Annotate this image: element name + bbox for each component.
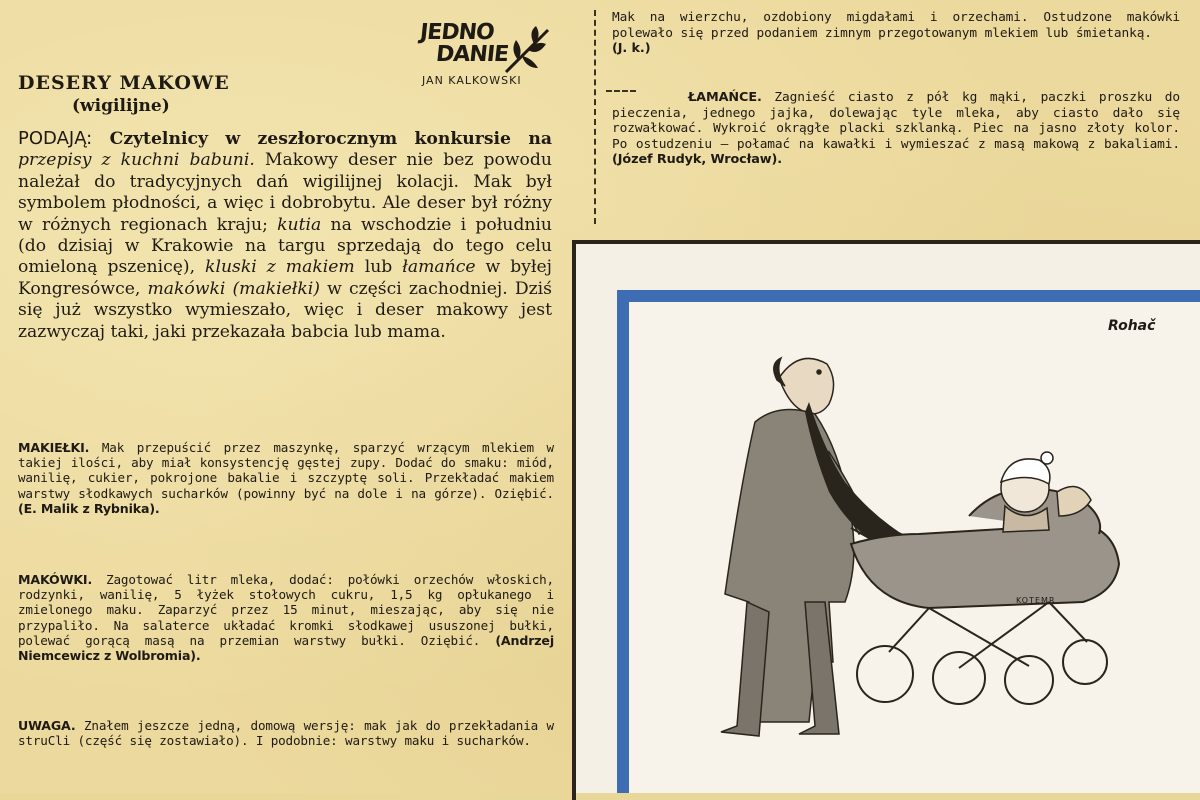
lead-text-4: lub — [354, 257, 403, 278]
lead-em-1: przepisy z kuchni babuni. — [18, 150, 255, 171]
horizontal-rule — [572, 240, 1200, 244]
lead-text-6: w części zachodniej. Dziś się już wszystko wymieszało, więc i deser makowy jest zazwyczaj taki, jaki przekazała babcia lub mama. — [18, 278, 552, 342]
recipe-body: Znałem jeszcze jedną, domową wersję: mak jak do przekładania w struCli (część się zostawiało). I podobnie: warstwy maku i sucharków. — [18, 718, 554, 749]
recipe-name: MAKIEŁKI. — [18, 440, 90, 455]
lead-em-4: łamańce — [402, 257, 476, 278]
continuation-text: Mak na wierzchu, ozdobiony migdałami i orzechami. Ostudzone makówki polewało się przed podaniem zimnym przegotowanym mlekiem lub śmietanką. — [612, 10, 1180, 41]
recipe-lamance — [612, 90, 1180, 168]
recipe-makowki — [18, 572, 554, 663]
lead-em-5: makówki (makiełki) — [147, 278, 321, 299]
cartoon-illustration — [629, 302, 1200, 793]
recipe-body: Zagnieść ciasto z pół kg mąki, paczki proszku do pieczenia, jednego jajka, dolewając tyle mleka, aby ciasto dało się rozwałkować. Wykroić okrągłe placki szklanką. Piec na jasno złoty kolor. Po ostudzeniu — połamać na kawałki i wymieszać z masą makową z bakaliami. — [612, 90, 1180, 152]
recipe-credit: (Andrzej Niemcewicz z Wolbromia). — [18, 632, 554, 664]
recipe-name: MAKÓWKI. — [18, 572, 93, 587]
recipe-body: Zagotować litr mleka, dodać: połówki orzechów włoskich, rodzynki, wanilię, 5 łyżek stołowych cukru, 1,5 kg opłukanego i zmielonego maku. Zaparzyć przez 15 minut, mieszając, aby się nie przypaliło. Na salaterce układać kromki słodkawej ususzonej bułki, polewać gorącą masą na przemian warstwy bułki. Oziębić. — [18, 572, 554, 648]
herb-sprig-icon — [500, 24, 556, 76]
lead-em-2: kutia — [277, 214, 322, 235]
recipe-uwaga — [18, 718, 554, 748]
logo-word-1: JEDNO — [418, 20, 495, 45]
continuation-paragraph — [612, 10, 1180, 57]
pram-figure — [851, 488, 1119, 704]
logo-word-2: DANIE — [434, 42, 510, 67]
article-subtitle: (wigilijne) — [72, 96, 170, 116]
recipe-credit: (Józef Rudyk, Wrocław). — [612, 152, 783, 168]
lead-em-3: kluski z makiem — [205, 257, 355, 278]
recipe-name: UWAGA. — [18, 718, 76, 733]
column-logo — [418, 22, 558, 92]
recipe-makielki — [18, 440, 554, 516]
column-divider — [594, 10, 596, 224]
lead-first-word: PODAJĄ: — [18, 128, 93, 149]
lead-text-1: Czytelnicy w zeszłorocznym konkursie na — [92, 129, 552, 149]
lead-text-2: Makowy deser nie bez powodu należał do tradycyjnych dań wigilijnej kolacji. Mak był symbolem płodności, a więc i dobrobytu. Ale deser był różny w różnych regionach kraju; — [18, 150, 552, 235]
lead-paragraph — [18, 128, 552, 343]
recipe-credit: (E. Malik z Rybnika). — [18, 500, 160, 516]
article-title: DESERY MAKOWE — [18, 72, 230, 94]
continuation-credit: (J. k.) — [612, 41, 651, 57]
cartoon-credit: Rohač — [1108, 318, 1156, 334]
lead-text-5: w byłej Kongresówce, — [18, 257, 552, 299]
author-name: JAN KALKOWSKI — [422, 74, 522, 87]
man-figure — [721, 358, 869, 736]
recipe-body: Mak przepuścić przez maszynkę, sparzyć wrzącym mlekiem w takiej ilości, aby miał konsystencję gęstej zupy. Dodać do smaku: miód, wanilię, cukier, pokrojone bakalie i szczyptę soli. Przekładać makiem warstwy słodkawych sucharków (powinny być na dole i na górze). Oziębić. — [18, 440, 554, 501]
vertical-rule — [572, 240, 576, 800]
lead-text-3: na wschodzie i południu (do dzisiaj w Krakowie na targu sprzedają do tego celu omieloną pszenicę), — [18, 214, 552, 278]
cartoon-signature: KOTEMR — [1016, 596, 1056, 605]
recipe-name: ŁAMAŃCE. — [688, 90, 762, 105]
